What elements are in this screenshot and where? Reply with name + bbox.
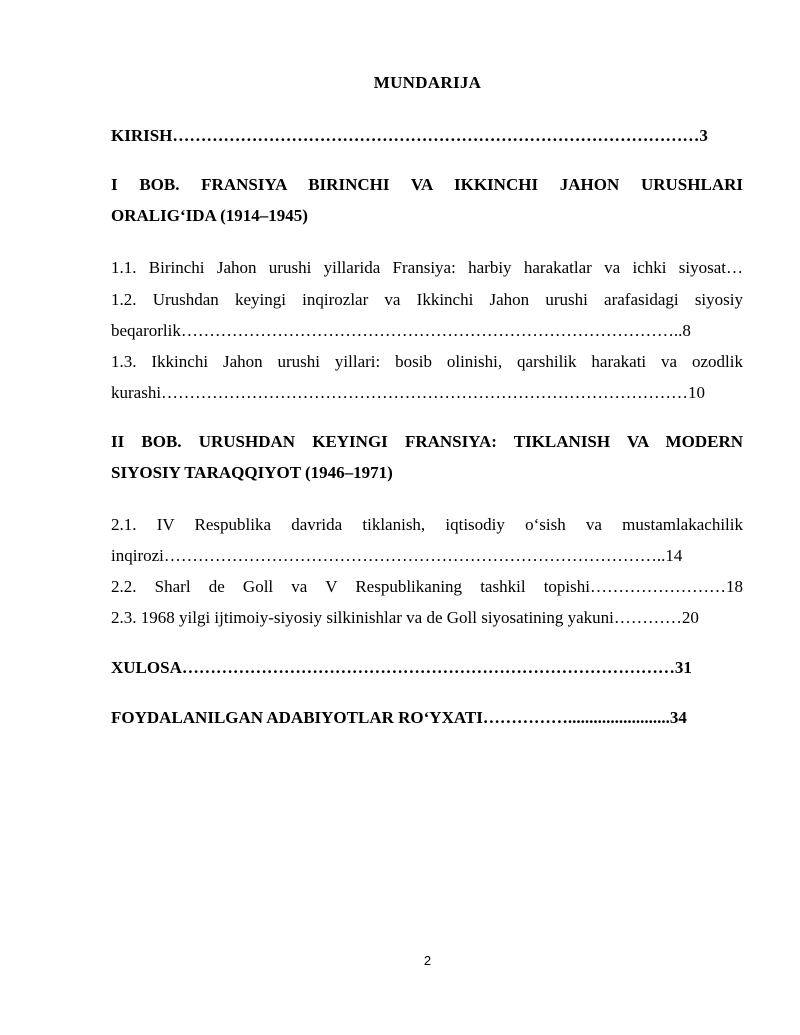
toc-entry-1-2-line2: beqarorlik……………………………………………………………………………..8 <box>111 321 691 340</box>
chapter2-heading-line2: SIYOSIY TARAQQIYOT (1946–1971) <box>111 463 393 482</box>
toc-entry-1-2-line1: 1.2. Urushdan keyingi inqirozlar va Ikkinchi Jahon urushi arafasidagi siyosiy <box>111 290 743 309</box>
toc-entry-1-3-line2: kurashi…………………………………………………………………………………10 <box>111 383 706 402</box>
toc-entry-intro: KIRISH…………………………………………………………………………………3 <box>111 126 708 145</box>
chapter1-heading-line2: ORALIG‘IDA (1914–1945) <box>111 206 308 225</box>
toc-entry-references: FOYDALANILGAN ADABIYOTLAR RO‘YXATI……………........................34 <box>111 708 687 727</box>
toc-entry-2-1-line2: inqirozi……………………………………………………………………………..14 <box>111 546 683 565</box>
page-title: MUNDARIJA <box>373 73 482 92</box>
toc-entry-2-3: 2.3. 1968 yilgi ijtimoiy-siyosiy silkinishlar va de Goll siyosatining yakuni…………20 <box>111 608 699 627</box>
toc-entry-2-1-line1: 2.1. IV Respublika davrida tiklanish, iqtisodiy o‘sish va mustamlakachilik <box>111 515 743 534</box>
toc-entry-1-3-line1: 1.3. Ikkinchi Jahon urushi yillari: bosib olinishi, qarshilik harakati va ozodlik <box>111 352 743 371</box>
chapter1-heading-line1: I BOB. FRANSIYA BIRINCHI VA IKKINCHI JAHON URUSHLARI <box>111 175 743 194</box>
toc-entry-1-1: 1.1. Birinchi Jahon urushi yillarida Fransiya: harbiy harakatlar va ichki siyosat… <box>111 258 743 277</box>
chapter2-heading-line1: II BOB. URUSHDAN KEYINGI FRANSIYA: TIKLANISH VA MODERN <box>111 432 743 451</box>
toc-entry-conclusion: XULOSA……………………………………………………………………………31 <box>111 658 692 677</box>
page-number: 2 <box>423 953 432 968</box>
toc-entry-2-2: 2.2. Sharl de Goll va V Respublikaning tashkil topishi……………………18 <box>111 577 743 596</box>
